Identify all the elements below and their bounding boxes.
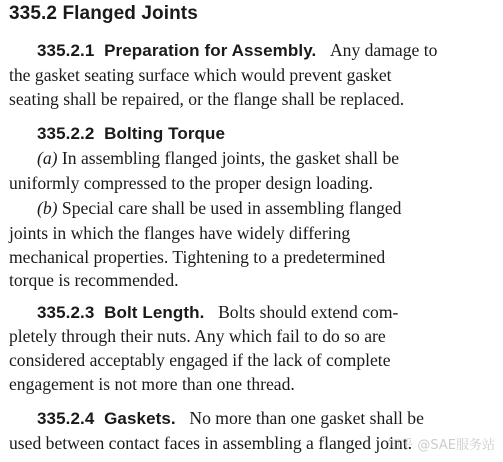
section-title: Flanged Joints [62, 3, 198, 24]
para-335-2-2-a-line-2: uniformly compressed to the proper design loading. [9, 173, 374, 193]
para-335-2-2-b-line-1: (b) Special care shall be used in assembling flanged [37, 198, 402, 218]
para-335-2-1-line-1 [37, 42, 437, 60]
para-335-2-2-a-line-1: (a) In assembling flanged joints, the gasket shall be [37, 148, 400, 168]
subsection-heading: 335.2.1 Preparation for Assembly. [37, 41, 317, 60]
para-335-2-4-line-2: used between contact faces in assembling a flanged joint. [9, 433, 413, 453]
subsection-heading: 335.2.4 Gaskets. [37, 409, 176, 428]
para-335-2-3-line-1: 335.2.3 Bolt Length. Bolts should extend com- [37, 302, 399, 322]
subsection-heading: 335.2.3 Bolt Length. [37, 303, 205, 322]
para-335-2-1-line-3: seating shall be repaired, or the flange shall be replaced. [9, 89, 405, 109]
section-heading [9, 3, 198, 25]
para-335-2-1-line-2: the gasket seating surface which would prevent gasket [9, 65, 392, 85]
section-number: 335.2 [9, 3, 58, 24]
subsection-heading-335-2-2: 335.2.2 Bolting Torque [37, 124, 226, 143]
para-335-2-2-b-line-4: torque is recommended. [9, 270, 179, 290]
para-335-2-3-line-4: engagement is not more than one thread. [9, 374, 295, 394]
paragraph-text: Any damage to [329, 40, 438, 60]
para-335-2-2-b-line-2: joints in which the flanges have widely differing [9, 223, 351, 243]
para-335-2-3-line-2: pletely through their nuts. Any which fail to do so are [9, 326, 386, 346]
item-label-a: (a) [37, 148, 58, 168]
item-label-b: (b) [37, 198, 58, 218]
para-335-2-2-b-line-3: mechanical properties. Tightening to a predetermined [9, 247, 386, 267]
para-335-2-4-line-1: 335.2.4 Gaskets. No more than one gasket shall be [37, 408, 424, 428]
para-335-2-3-line-3: considered acceptably engaged if the lack of complete [9, 350, 391, 370]
watermark: 知乎 @SAE服务站 [387, 438, 495, 453]
